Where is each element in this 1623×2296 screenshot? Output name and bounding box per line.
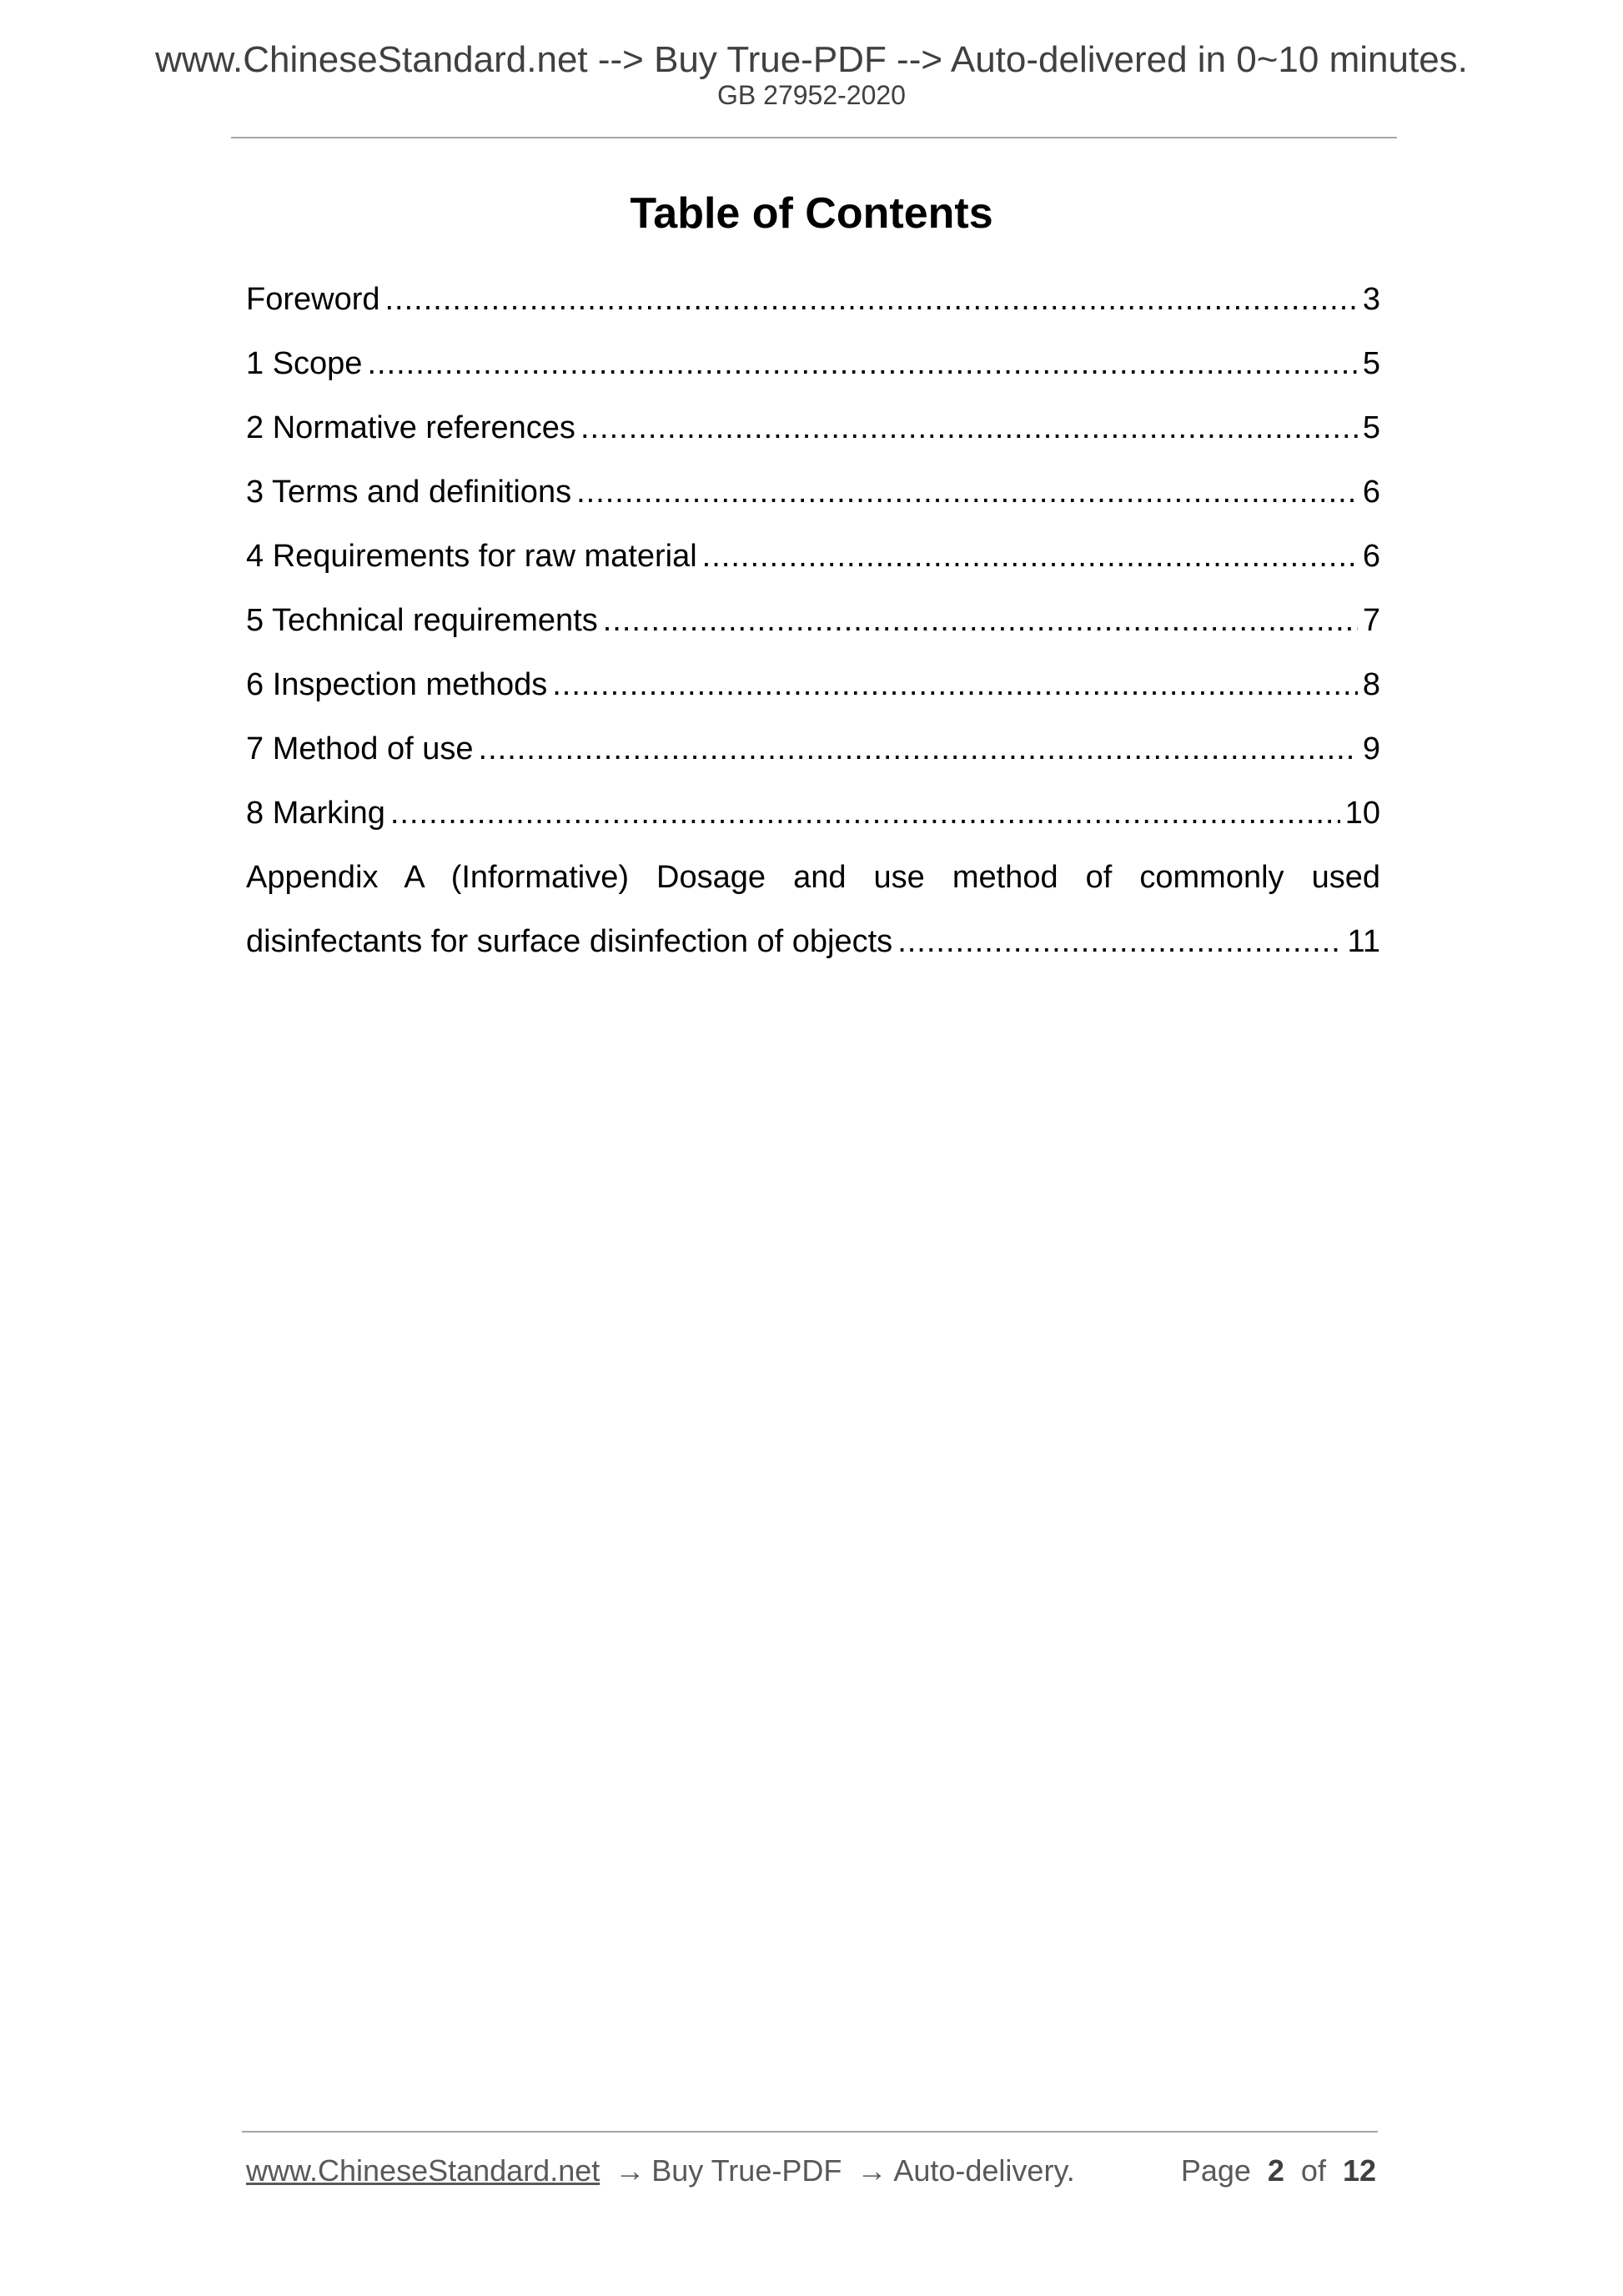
of-word: of [1300,2153,1326,2188]
toc-entry-page: 5 [1362,346,1380,381]
dot-leader [702,525,1358,589]
page-indicator [1180,2153,1376,2188]
footer-divider [242,2131,1378,2133]
footer-buy-text: Buy True-PDF [651,2153,842,2188]
toc-entry-page: 10 [1344,796,1380,831]
toc-entry-label: 2 Normative references [246,410,575,445]
header-divider [231,137,1397,138]
toc-entry-page: 6 [1362,539,1380,574]
dot-leader [385,268,1358,332]
toc-entry-label: 4 Requirements for raw material [246,539,697,574]
page-footer [246,2153,1376,2188]
footer-delivery-text: Auto-delivery. [893,2153,1075,2188]
dot-leader [603,589,1358,653]
dot-leader [580,396,1358,460]
toc-entry-raw-material[interactable] [246,525,1380,589]
toc-entry-label: 3 Terms and definitions [246,475,572,510]
toc-entry-label: 7 Method of use [246,731,474,766]
toc-entry-page: 8 [1362,667,1380,702]
toc-entry-appendix-a-line2[interactable] [246,910,1380,974]
toc-entry-label: 1 Scope [246,346,363,381]
toc-entry-normative-references[interactable] [246,396,1380,460]
toc-entry-label: 6 Inspection methods [246,667,548,702]
toc-entry-page: 7 [1362,603,1380,638]
toc-entry-terms-and-definitions[interactable] [246,460,1380,525]
dot-leader [552,653,1358,717]
toc-entry-page: 6 [1362,475,1380,510]
total-pages-number: 12 [1342,2153,1376,2188]
current-page-number: 2 [1267,2153,1284,2188]
toc-entry-technical-requirements[interactable] [246,589,1380,653]
toc-entry-label: Foreword [246,282,380,317]
toc-entry-page: 9 [1362,731,1380,766]
toc-entry-label: 8 Marking [246,796,385,831]
toc-entry-scope[interactable] [246,332,1380,396]
dot-leader [479,717,1358,781]
toc-entry-marking[interactable] [246,781,1380,846]
toc-entry-label: disinfectants for surface disinfection of objects [246,924,893,959]
site-banner: www.ChineseStandard.net --> Buy True-PDF --> Auto-delivered in 0~10 minutes. [155,39,1468,80]
right-arrow-icon: → [615,2153,646,2188]
footer-site-link[interactable]: www.ChineseStandard.net [246,2153,600,2188]
toc-entry-page: 3 [1362,282,1380,317]
toc-entry-appendix-a-line1[interactable]: Appendix A (Informative) Dosage and use method of commonly used [246,860,1380,895]
dot-leader [367,332,1357,396]
dot-leader [576,460,1358,525]
right-arrow-icon: → [857,2153,887,2188]
toc-entry-page: 5 [1362,410,1380,445]
page-word: Page [1180,2153,1251,2188]
toc-title: Table of Contents [630,189,993,238]
table-of-contents [246,268,1380,974]
document-code: GB 27952-2020 [717,80,906,110]
toc-entry-inspection-methods[interactable] [246,653,1380,717]
dot-leader [390,781,1340,846]
toc-entry-label: 5 Technical requirements [246,603,598,638]
toc-entry-method-of-use[interactable] [246,717,1380,781]
dot-leader [897,910,1342,974]
toc-entry-foreword[interactable] [246,268,1380,332]
toc-entry-page: 11 [1347,924,1380,959]
